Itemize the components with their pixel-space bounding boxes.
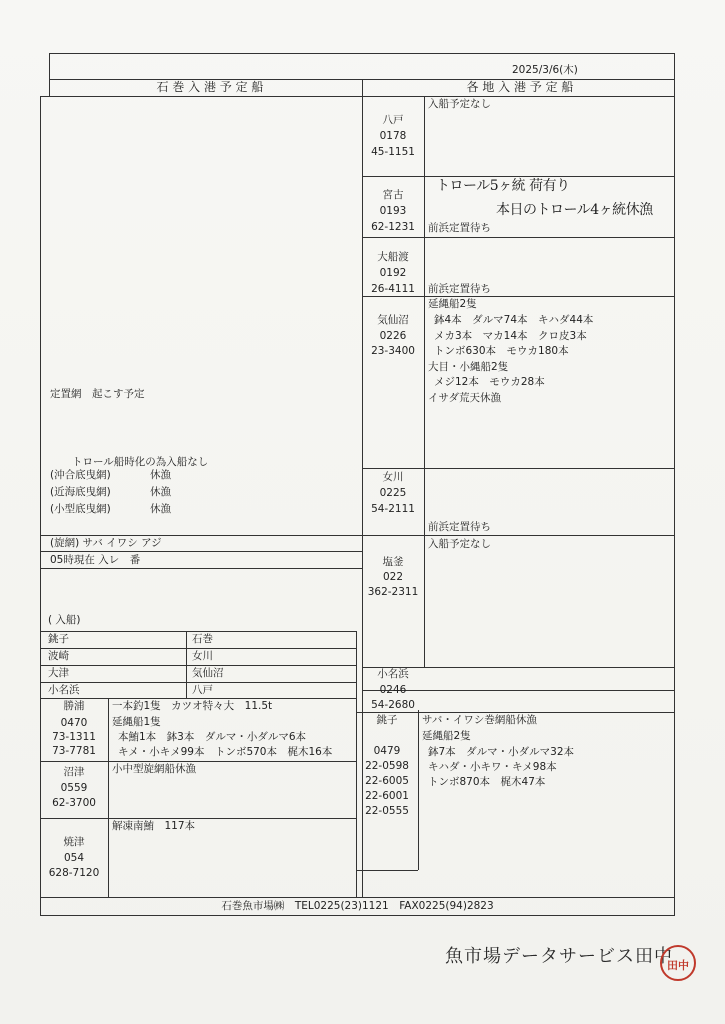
bottom-net-3-name: (小型底曳網): [50, 503, 111, 515]
bottom-net-2-name: (近海底曳網): [50, 486, 111, 498]
numazu-port: 沼津: [63, 766, 85, 778]
kesennuma-line-7: イサダ荒天休漁: [428, 392, 501, 404]
signature-text: 魚市場データサービス田中: [445, 946, 673, 967]
right-header: 各 地 入 港 予 定 船: [466, 80, 574, 94]
choshi-port: 銚子: [376, 714, 398, 726]
yaizu-tel-1: 054: [63, 852, 85, 864]
arrival-port-1b: 石巻: [192, 633, 213, 645]
report-date: 2025/3/6(木): [512, 64, 578, 76]
onahama-tel-2: 54-2680: [371, 699, 415, 711]
miyako-tel-1: 0193: [379, 205, 407, 217]
miyako-tel-2: 62-1231: [371, 221, 415, 233]
lower-left-row-2: [40, 818, 356, 819]
frame-top: [49, 53, 675, 54]
ofunato-tel-1: 0192: [379, 267, 407, 279]
shiogama-line-1: 入船予定なし: [428, 538, 491, 550]
kesennuma-line-6: メジ12本 モウカ28本: [434, 376, 545, 388]
katsuura-tel-2: 73-1311: [52, 731, 96, 743]
onagawa-line-1: 前浜定置待ち: [428, 521, 491, 533]
arrival-label: ( 入船): [48, 614, 81, 626]
header-bottom-line: [40, 96, 675, 97]
kesennuma-line-3: メカ3本 マカ14本 クロ皮3本: [434, 330, 587, 342]
choshi-line-5: トンボ870本 梶木47本: [428, 776, 546, 788]
shiogama-tel-1: 022: [382, 571, 404, 583]
kesennuma-line-4: トンボ630本 モウカ180本: [434, 345, 569, 357]
hachinohe-tel-1: 0178: [379, 130, 407, 142]
onahama-port: 小名浜: [377, 668, 409, 680]
right-row-line-8: [356, 712, 674, 713]
katsuura-tel-3: 73-7781: [52, 745, 96, 757]
yaizu-port: 焼津: [63, 836, 85, 848]
yaizu-tel-2: 628-7120: [48, 867, 100, 879]
katsuura-line-2: 延縄船1隻: [112, 716, 161, 728]
onagawa-tel-2: 54-2111: [371, 503, 415, 515]
shiogama-port: 塩釜: [382, 556, 404, 568]
ofunato-line-1: 前浜定置待ち: [428, 283, 491, 295]
arrival-row-line-1: [40, 648, 356, 649]
miyako-handwritten-2: 本日のトロール4ヶ統休漁: [496, 202, 653, 218]
lower-left-row-1: [40, 761, 356, 762]
choshi-line-4: キハダ・小キワ・キメ98本: [428, 761, 557, 773]
arrival-row-line-4: [40, 698, 356, 699]
purse-seine-time: 05時現在 入レ 番: [50, 554, 141, 566]
arrival-port-4b: 八戸: [192, 684, 213, 696]
choshi-line-3: 鉢7本 ダルマ・小ダルマ32本: [428, 746, 575, 758]
arrival-port-3a: 大津: [48, 667, 69, 679]
arrival-port-2a: 波崎: [48, 650, 69, 662]
kesennuma-tel-2: 23-3400: [371, 345, 415, 357]
choshi-tel-4: 22-6001: [365, 790, 409, 802]
frame-right: [674, 53, 675, 915]
frame-bottom: [40, 915, 675, 916]
right-row-line-3: [362, 296, 674, 297]
miyako-port: 宮古: [382, 189, 404, 201]
frame-left-upper: [49, 53, 50, 96]
shiogama-tel-2: 362-2311: [367, 586, 419, 598]
choshi-tel-3: 22-6005: [365, 775, 409, 787]
katsuura-tel-1: 0470: [60, 717, 88, 729]
katsuura-line-1: 一本釣1隻 カツオ特々大 11.5t: [112, 700, 273, 712]
yaizu-line-1: 解凍南鮪 117本: [112, 820, 196, 832]
right-row-line-1: [362, 176, 674, 177]
arrival-port-2b: 女川: [192, 650, 213, 662]
ofunato-port: 大船渡: [377, 251, 409, 263]
ofunato-tel-2: 26-4111: [371, 283, 415, 295]
numazu-tel-2: 62-3700: [52, 797, 96, 809]
choshi-tel-5: 22-0555: [365, 805, 409, 817]
purse-seine-label: (旋網) サバ イワシ アジ: [50, 537, 162, 549]
footer-line: [40, 897, 675, 898]
choshi-tel-2: 22-0598: [365, 760, 409, 772]
kesennuma-line-2: 鉢4本 ダルマ74本 キハダ44本: [434, 314, 594, 326]
arrival-row-line-0: [40, 631, 356, 632]
miyako-handwritten-1: トロール5ヶ統 荷有り: [436, 178, 570, 194]
right-row-line-2: [362, 237, 674, 238]
kesennuma-port: 気仙沼: [377, 314, 409, 326]
seine-top-line: [40, 535, 362, 536]
arrival-row-line-2: [40, 665, 356, 666]
miyako-line-1: 前浜定置待ち: [428, 222, 491, 234]
right-row-line-4: [362, 468, 674, 469]
footer-contact: 石巻魚市場㈱ TEL0225(23)1121 FAX0225(94)2823: [221, 900, 494, 912]
seine-mid-line: [40, 551, 362, 552]
right-col-divider-upper: [424, 96, 425, 667]
katsuura-port: 勝浦: [63, 700, 85, 712]
hachinohe-port: 八戸: [382, 114, 404, 126]
choshi-tel-1: 0479: [373, 745, 401, 757]
kesennuma-tel-1: 0226: [379, 330, 407, 342]
onagawa-tel-1: 0225: [379, 487, 407, 499]
katsuura-line-3: 本鮪1本 鉢3本 ダルマ・小ダルマ6本: [118, 731, 307, 743]
lower-left-right-edge: [356, 631, 357, 898]
seal-text: 田中: [667, 959, 689, 972]
right-row-line-9: [356, 870, 418, 871]
arrival-col-divider: [186, 631, 187, 698]
arrival-row-line-3: [40, 682, 356, 683]
seine-bottom-line: [40, 568, 362, 569]
onagawa-port: 女川: [382, 471, 404, 483]
frame-left: [40, 96, 41, 916]
hachinohe-tel-2: 45-1151: [371, 146, 415, 158]
bottom-net-1-name: (沖合底曳網): [50, 469, 111, 481]
lower-left-col-divider: [108, 698, 109, 897]
bottom-net-3-status: 休漁: [150, 503, 171, 515]
left-header: 石 巻 入 港 予 定 船: [156, 80, 264, 94]
choshi-line-2: 延縄船2隻: [422, 730, 471, 742]
arrival-port-4a: 小名浜: [48, 684, 80, 696]
right-row-line-5: [362, 535, 674, 536]
right-col-divider-lower: [418, 710, 419, 870]
numazu-tel-1: 0559: [60, 782, 88, 794]
teichi-note: 定置網 起こす予定: [50, 388, 145, 400]
arrival-port-3b: 気仙沼: [192, 667, 224, 679]
arrival-port-1a: 銚子: [48, 633, 69, 645]
choshi-line-1: サバ・イワシ巻網船休漁: [422, 714, 537, 726]
red-seal-stamp: [660, 945, 696, 981]
onahama-tel-1: 0246: [379, 684, 407, 696]
trawl-note: トロール船時化の為入船なし: [72, 456, 209, 468]
bottom-net-2-status: 休漁: [150, 486, 171, 498]
kesennuma-line-5: 大目・小縄船2隻: [428, 361, 509, 373]
bottom-net-1-status: 休漁: [150, 469, 171, 481]
hachinohe-line-1: 入船予定なし: [428, 98, 491, 110]
katsuura-line-4: キメ・小キメ99本 トンボ570本 梶木16本: [118, 746, 333, 758]
numazu-line-1: 小中型旋網船休漁: [112, 763, 196, 775]
kesennuma-line-1: 延縄船2隻: [428, 298, 477, 310]
